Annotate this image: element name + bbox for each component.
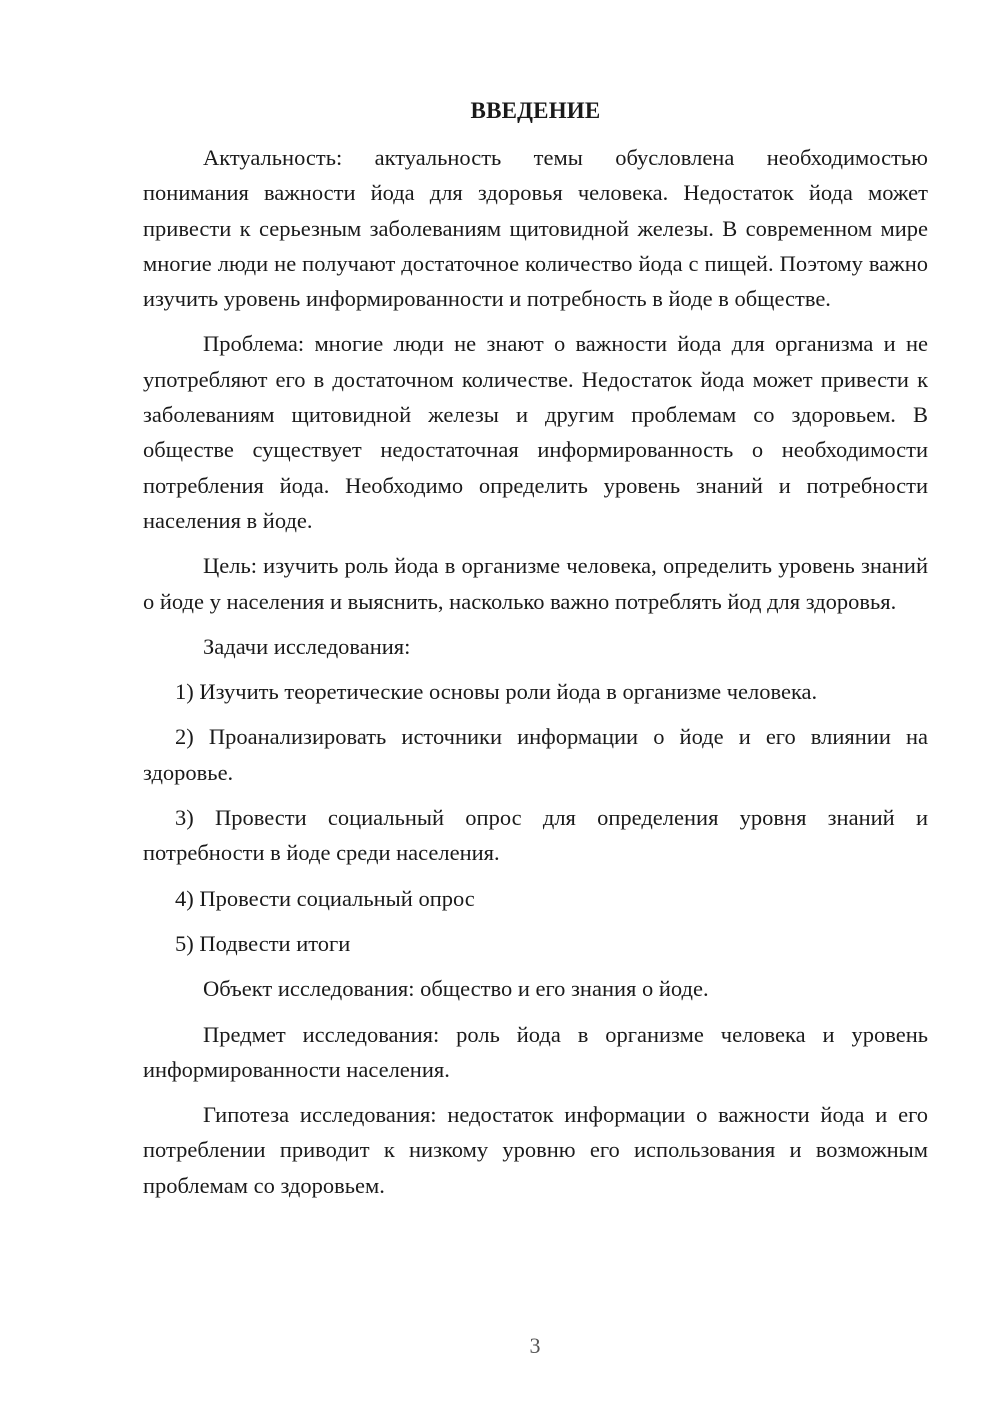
task-item-2: 2) Проанализировать источники информации о йоде и его влиянии на здоровье.: [143, 724, 928, 785]
page-number: 3: [529, 1333, 541, 1358]
task-item-3: 3) Провести социальный опрос для определения уровня знаний и потребности в йоде среди населения.: [143, 805, 928, 866]
paragraph-problem: Проблема: многие люди не знают о важности йода для организма и не употребляют его в достаточном количестве. Недостаток йода может привести к заболеваниям щитовидной железы и другим проблемам со здоровьем. В обществе существует недостаточная информированность о необходимости потребления йода. Необходимо определить уровень знаний и потребности населения в йоде.: [143, 331, 928, 533]
task-item-4: 4) Провести социальный опрос: [175, 885, 475, 911]
paragraph-subject: Предмет исследования: роль йода в организме человека и уровень информированности населения.: [143, 1021, 928, 1082]
paragraph-goal: Цель: изучить роль йода в организме человека, определить уровень знаний о йоде у населения и выяснить, насколько важно потреблять йод для здоровья.: [143, 553, 928, 614]
task-item-1: 1) Изучить теоретические основы роли йода в организме человека.: [175, 679, 818, 705]
tasks-heading: Задачи исследования:: [203, 633, 411, 659]
task-item-5: 5) Подвести итоги: [175, 930, 351, 956]
paragraph-object: Объект исследования: общество и его знания о йоде.: [203, 976, 709, 1002]
paragraph-relevance: Актуальность: актуальность темы обусловлена необходимостью понимания важности йода для здоровья человека. Недостаток йода может привести к серьезным заболеваниям щитовидной железы. В современном мире многие люди не получают достаточное количество йода с пищей. Поэтому важно изучить уровень информированности и потребность в йоде в обществе.: [143, 145, 928, 312]
document-page: [143, 96, 928, 1213]
page-title: ВВЕДЕНИЕ: [470, 98, 601, 123]
paragraph-hypothesis: Гипотеза исследования: недостаток информации о важности йода и его потреблении приводит к низкому уровню его использования и возможным проблемам со здоровьем.: [143, 1102, 928, 1198]
